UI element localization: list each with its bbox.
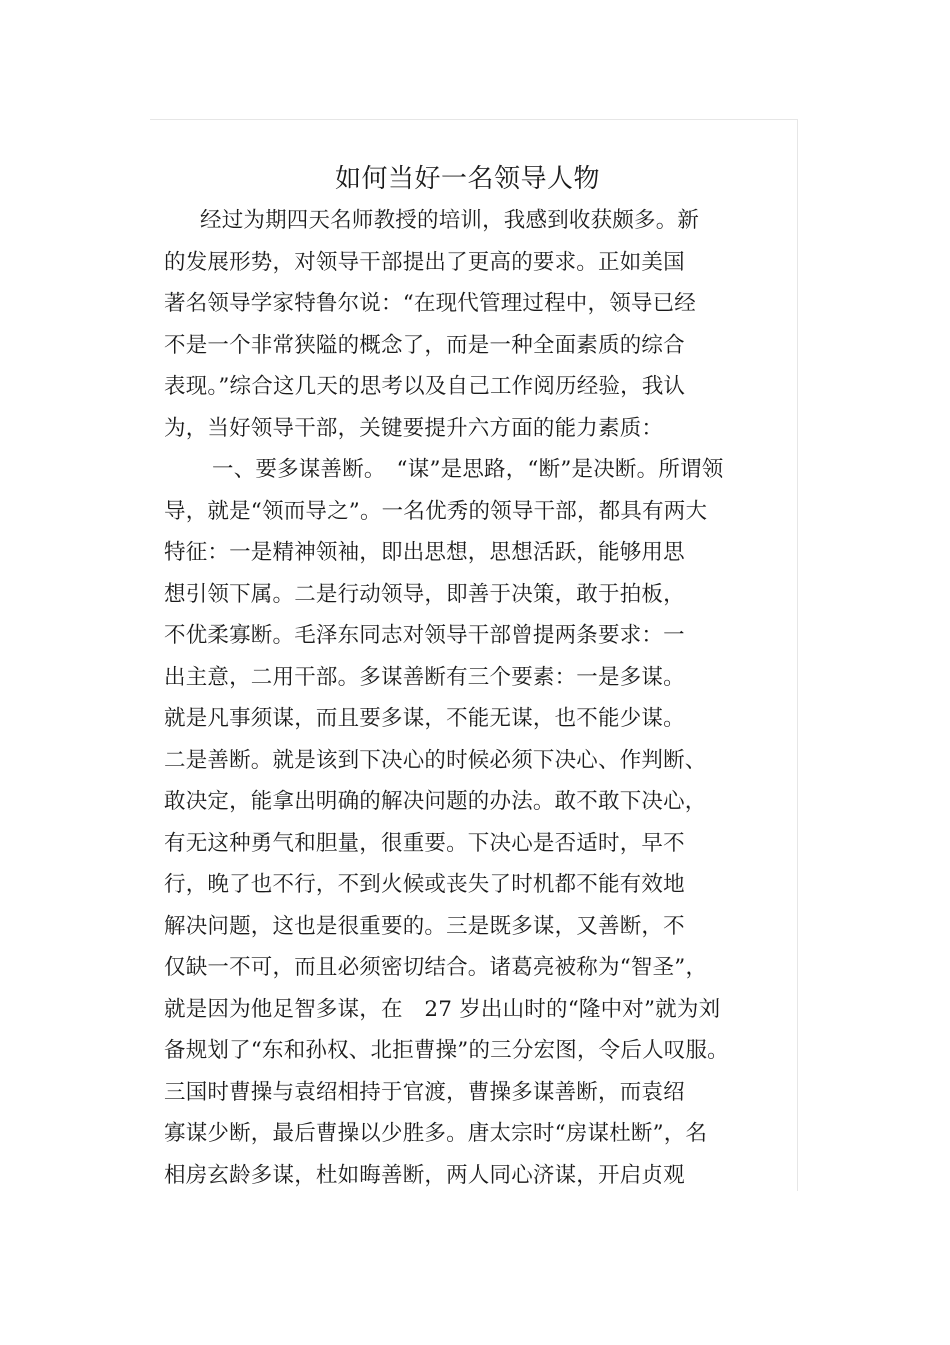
paragraph-line: 不是一个非常狭隘的概念了，而是一种全面素质的综合 xyxy=(164,333,685,358)
paragraph-line: 不优柔寡断。毛泽东同志对领导干部曾提两条要求：一 xyxy=(164,623,685,648)
paragraph-line: 的发展形势，对领导干部提出了更高的要求。正如美国 xyxy=(164,250,685,275)
paragraph-line: 出主意，二用干部。多谋善断有三个要素：一是多谋。 xyxy=(164,665,685,690)
paragraph-line: 就是凡事须谋，而且要多谋，不能无谋，也不能少谋。 xyxy=(164,706,685,731)
paragraph-line: 经过为期四天名师教授的培训，我感到收获颇多。新 xyxy=(200,208,700,233)
page-border-top xyxy=(150,119,798,120)
paragraph-line: 解决问题，这也是很重要的。三是既多谋，又善断，不 xyxy=(164,914,685,939)
paragraph-line: 一、要多谋善断。 “谋”是思路，“断”是决断。所谓领 xyxy=(212,457,724,482)
document-title: 如何当好一名领导人物 xyxy=(334,164,600,194)
paragraph-line: 想引领下属。二是行动领导，即善于决策，敢于拍板， xyxy=(164,582,685,607)
paragraph-line: 著名领导学家特鲁尔说：“在现代管理过程中，领导已经 xyxy=(164,291,696,316)
paragraph-line: 备规划了“东和孙权、北拒曹操”的三分宏图，令后人叹服。 xyxy=(164,1038,729,1063)
paragraph-line: 有无这种勇气和胆量，很重要。下决心是否适时，早不 xyxy=(164,831,685,856)
paragraph-line: 仅缺一不可，而且必须密切结合。诸葛亮被称为“智圣”， xyxy=(164,955,708,980)
paragraph-line: 三国时曹操与袁绍相持于官渡，曹操多谋善断，而袁绍 xyxy=(164,1080,685,1105)
paragraph-line: 表现。”综合这几天的思考以及自己工作阅历经验，我认 xyxy=(164,374,686,399)
paragraph-line: 行，晚了也不行，不到火候或丧失了时机都不能有效地 xyxy=(164,872,685,897)
page-border-right xyxy=(797,119,798,1191)
paragraph-line: 特征：一是精神领袖，即出思想，思想活跃，能够用思 xyxy=(164,540,685,565)
paragraph-line: 寡谋少断，最后曹操以少胜多。唐太宗时“房谋杜断”，名 xyxy=(164,1121,708,1146)
paragraph-line: 为，当好领导干部，关键要提升六方面的能力素质： xyxy=(164,416,664,441)
paragraph-line: 就是因为他足智多谋，在 27 岁出山时的“隆中对”就为刘 xyxy=(164,997,721,1022)
paragraph-line: 敢决定，能拿出明确的解决问题的办法。敢不敢下决心， xyxy=(164,789,707,814)
paragraph-line: 相房玄龄多谋，杜如晦善断，两人同心济谋，开启贞观 xyxy=(164,1163,685,1188)
paragraph-line: 导，就是“领而导之”。一名优秀的领导干部，都具有两大 xyxy=(164,499,708,524)
paragraph-line: 二是善断。就是该到下决心的时候必须下决心、作判断、 xyxy=(164,748,707,773)
